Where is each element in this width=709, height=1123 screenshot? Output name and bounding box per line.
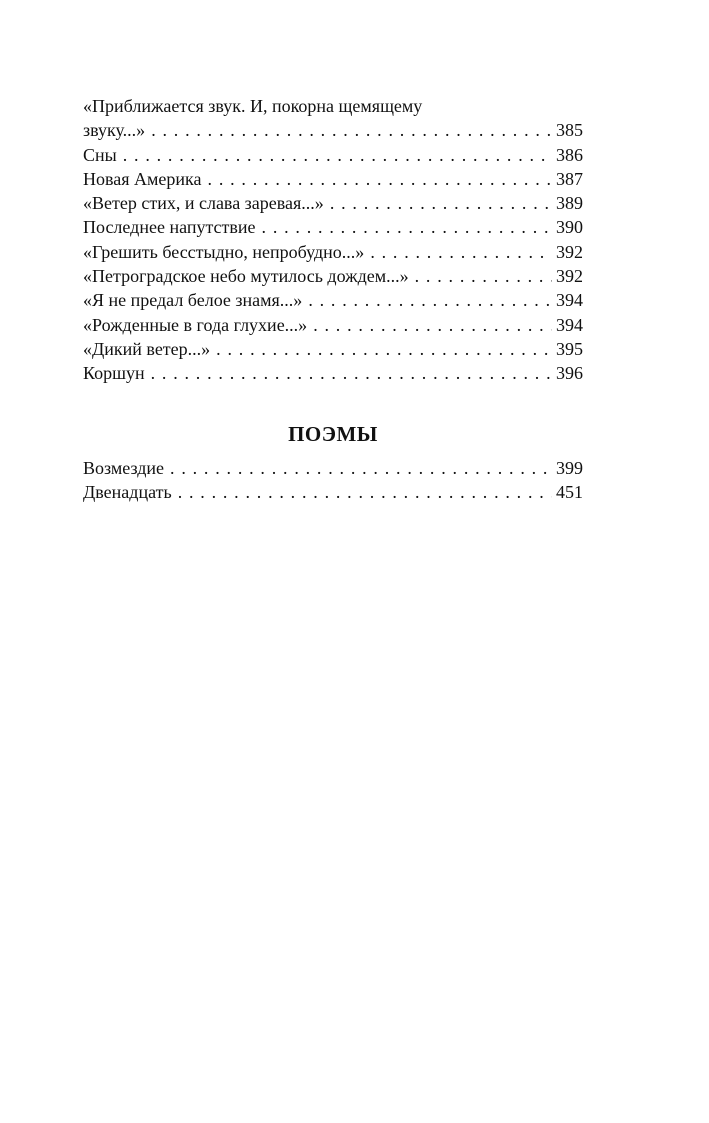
toc-entry-title: «Грешить бесстыдно, непробудно...»: [83, 241, 365, 262]
dot-leader: [262, 215, 552, 239]
toc-entry-title: Возмездие: [83, 458, 165, 478]
toc-entry-continuation: [83, 118, 583, 142]
page-number: 395: [556, 338, 583, 359]
toc-entry: [83, 337, 583, 361]
toc-entry-title: Последнее напутствие: [83, 217, 256, 238]
page-number: 394: [556, 290, 583, 311]
toc-entry-title: «Я не предал белое знамя...»: [83, 290, 303, 311]
table-of-contents: [83, 94, 583, 386]
dot-leader: [123, 143, 552, 167]
dot-leader: [170, 456, 552, 480]
toc-entry: [83, 264, 583, 288]
toc-entry: [83, 361, 583, 385]
page-number: 392: [556, 241, 583, 262]
dot-leader: [308, 288, 552, 312]
page-number: 451: [556, 482, 583, 503]
dot-leader: [208, 167, 552, 191]
toc-entry: [83, 191, 583, 215]
toc-entry-title: «Рожденные в года глухие...»: [83, 314, 308, 335]
toc-entry-title: «Петроградское небо мутилось дождем...»: [83, 266, 409, 287]
page-number: 394: [556, 314, 583, 335]
dot-leader: [216, 337, 552, 361]
poems-section: [83, 420, 583, 505]
page-number: 389: [556, 193, 583, 214]
toc-entry-title: «Дикий ветер...»: [83, 338, 211, 359]
page-number: 386: [556, 144, 583, 165]
page-number: 399: [556, 458, 583, 478]
toc-entry-title: Двенадцать: [83, 482, 172, 503]
toc-entry: [83, 456, 583, 480]
toc-entry: [83, 215, 583, 239]
toc-entry: [83, 480, 583, 504]
page-number: 385: [556, 120, 583, 141]
dot-leader: [178, 480, 552, 504]
dot-leader: [313, 313, 552, 337]
toc-entry: [83, 143, 583, 167]
toc-entry: [83, 288, 583, 312]
toc-entry-title: звуку...»: [83, 120, 146, 141]
page-number: 392: [556, 266, 583, 287]
page-number: 396: [556, 363, 583, 384]
toc-entry-title: «Ветер стих, и слава заревая...»: [83, 193, 324, 214]
toc-entry-title: Новая Америка: [83, 168, 202, 189]
page-number: 387: [556, 168, 583, 189]
dot-leader: [151, 118, 552, 142]
toc-entry-title-line: «Приближается звук. И, покорна щемящему: [83, 96, 423, 116]
toc-entry: [83, 167, 583, 191]
dot-leader: [330, 191, 552, 215]
dot-leader: [370, 240, 552, 264]
toc-entry-title: Коршун: [83, 363, 145, 384]
toc-entry: [83, 313, 583, 337]
toc-entry: [83, 240, 583, 264]
dot-leader: [415, 264, 552, 288]
dot-leader: [151, 361, 552, 385]
section-heading: ПОЭМЫ: [288, 422, 378, 446]
page-number: 390: [556, 217, 583, 238]
toc-entry: [83, 94, 583, 143]
toc-entry-title: Сны: [83, 144, 117, 165]
